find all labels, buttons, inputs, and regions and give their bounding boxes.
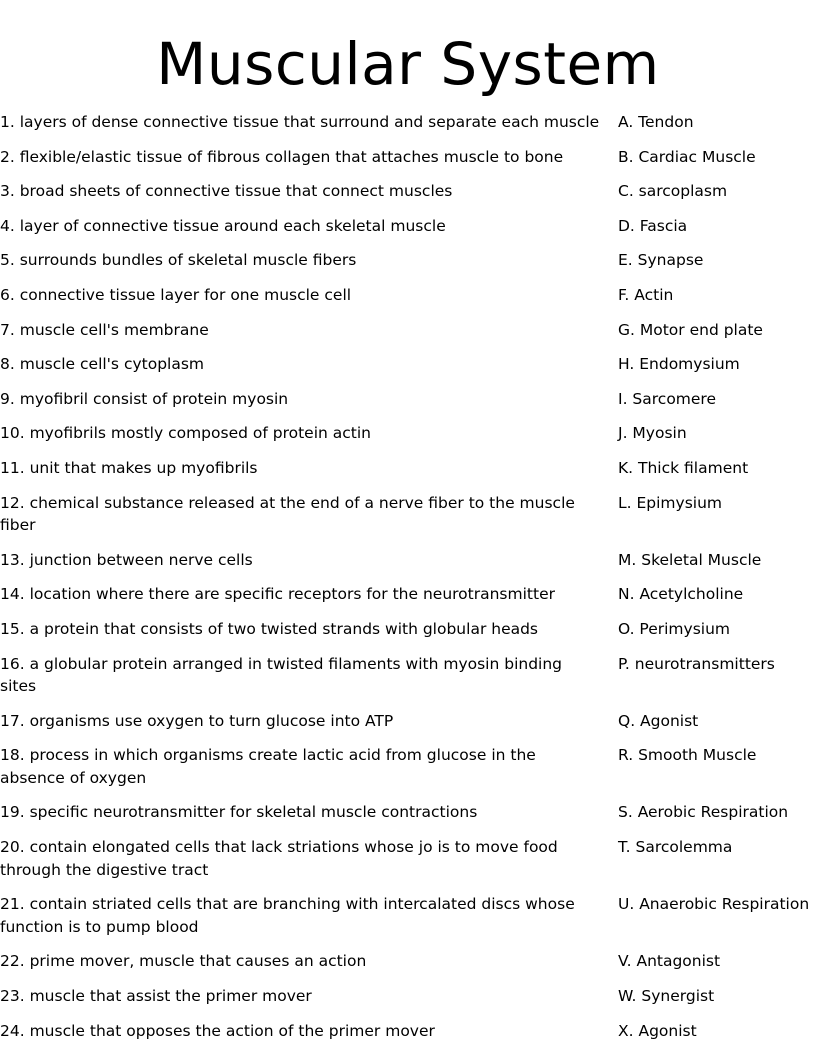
list-item (0, 353, 816, 376)
answer-option: J. Myosin (618, 424, 687, 443)
list-item (0, 388, 816, 411)
clue-text: 5. surrounds bundles of skeletal muscle fibers (0, 251, 357, 270)
clue-text: 7. muscle cell's membrane (0, 320, 209, 339)
answer-option: Q. Agonist (618, 711, 699, 730)
list-item (0, 215, 816, 238)
clue-text: 17. organisms use oxygen to turn glucose into ATP (0, 711, 394, 730)
list-item (0, 710, 816, 733)
answer-option: T. Sarcolemma (618, 838, 733, 857)
clue-text: 13. junction between nerve cells (0, 550, 253, 569)
list-item (0, 744, 816, 789)
clue-text: 4. layer of connective tissue around each skeletal muscle (0, 216, 446, 235)
answer-option: K. Thick filament (618, 458, 749, 477)
clue-text: 21. contain striated cells that are branching with intercalated discs whose function is to pump blood (0, 895, 575, 936)
list-item (0, 893, 816, 938)
answer-option: H. Endomysium (618, 355, 740, 374)
list-item (0, 457, 816, 480)
list-item (0, 284, 816, 307)
answer-option: S. Aerobic Respiration (618, 803, 789, 822)
answer-option: R. Smooth Muscle (618, 746, 757, 765)
clue-text: 3. broad sheets of connective tissue that connect muscles (0, 182, 453, 201)
clue-text: 20. contain elongated cells that lack striations whose jo is to move food through the digestive tract (0, 838, 558, 879)
clue-text: 9. myofibril consist of protein myosin (0, 389, 289, 408)
page-title: Muscular System (156, 30, 660, 98)
answer-option: W. Synergist (618, 987, 715, 1006)
clue-text: 15. a protein that consists of two twisted strands with globular heads (0, 619, 539, 638)
list-item (0, 249, 816, 272)
clue-text: 19. specific neurotransmitter for skeletal muscle contractions (0, 803, 478, 822)
answer-option: D. Fascia (618, 216, 688, 235)
answer-option: E. Synapse (618, 251, 704, 270)
answer-option: X. Agonist (618, 1021, 697, 1040)
list-item (0, 583, 816, 606)
clue-text: 12. chemical substance released at the end of a nerve fiber to the muscle fiber (0, 493, 575, 535)
clue-text: 6. connective tissue layer for one muscle cell (0, 285, 352, 304)
answer-option: B. Cardiac Muscle (618, 147, 756, 166)
clue-text: 8. muscle cell's cytoplasm (0, 355, 205, 374)
list-item (0, 836, 816, 881)
list-item (0, 801, 816, 824)
answer-option: O. Perimysium (618, 619, 731, 638)
list-item (0, 950, 816, 973)
answer-option: I. Sarcomere (618, 389, 717, 408)
list-item (0, 492, 816, 537)
list-item (0, 1020, 816, 1043)
clue-text: 16. a globular protein arranged in twisted filaments with myosin binding sites (0, 654, 563, 696)
list-item (0, 180, 816, 203)
list-item (0, 146, 816, 169)
clue-text: 14. location where there are specific receptors for the neurotransmitter (0, 585, 555, 604)
answer-option: N. Acetylcholine (618, 585, 744, 604)
clue-text: 1. layers of dense connective tissue that surround and separate each muscle (0, 113, 600, 131)
clue-text: 24. muscle that opposes the action of the primer mover (0, 1021, 435, 1040)
list-item (0, 422, 816, 445)
clue-text: 22. prime mover, muscle that causes an action (0, 952, 367, 971)
clue-text: 10. myofibrils mostly composed of protein actin (0, 424, 371, 443)
answer-option: L. Epimysium (618, 493, 723, 512)
list-item (0, 549, 816, 572)
matching-list (0, 111, 816, 1054)
answer-option: V. Antagonist (618, 952, 721, 971)
clue-text: 18. process in which organisms create lactic acid from glucose in the absence of oxygen (0, 746, 536, 787)
answer-option: C. sarcoplasm (618, 182, 728, 201)
answer-option: P. neurotransmitters (618, 654, 775, 673)
answer-option: U. Anaerobic Respiration (618, 895, 810, 914)
list-item (0, 111, 816, 134)
list-item (0, 319, 816, 342)
answer-option: G. Motor end plate (618, 320, 763, 339)
list-item (0, 618, 816, 641)
clue-text: 23. muscle that assist the primer mover (0, 987, 312, 1006)
list-item (0, 985, 816, 1008)
answer-option: M. Skeletal Muscle (618, 550, 762, 569)
answer-option: A. Tendon (618, 113, 694, 131)
clue-text: 11. unit that makes up myofibrils (0, 458, 258, 477)
list-item (0, 653, 816, 698)
answer-option: F. Actin (618, 285, 674, 304)
clue-text: 2. flexible/elastic tissue of fibrous collagen that attaches muscle to bone (0, 147, 564, 166)
